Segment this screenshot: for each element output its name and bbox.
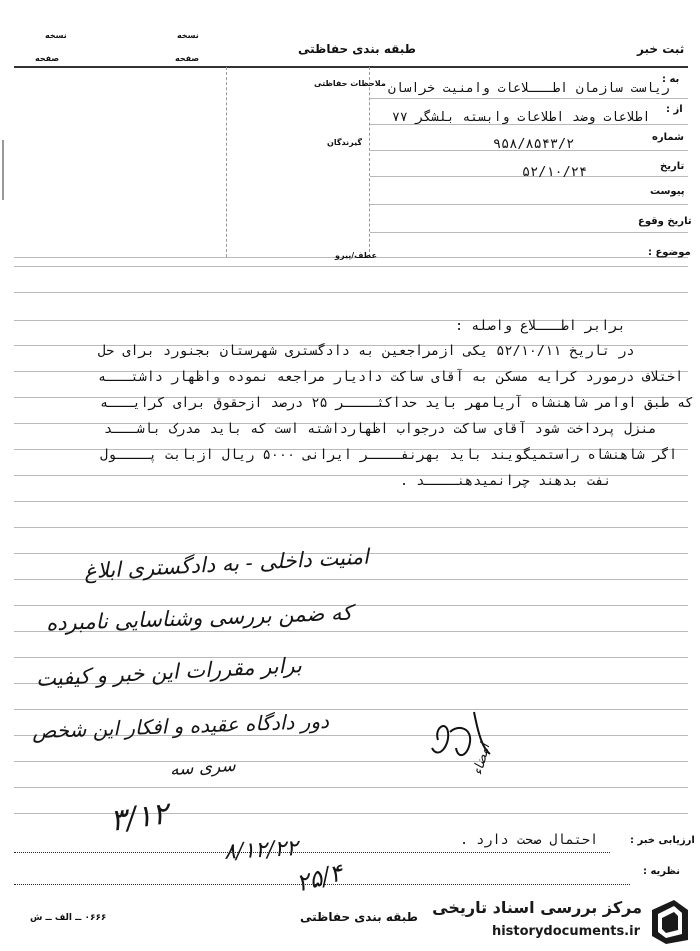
event-date-label: تاریخ وقوع bbox=[638, 216, 692, 227]
handwritten-initials: ۳/۱۲ bbox=[107, 796, 171, 839]
rule bbox=[14, 761, 688, 762]
left-page-label: صفحه bbox=[35, 54, 60, 63]
to-label: به : bbox=[662, 74, 680, 85]
mid-copy-label: نسخه bbox=[177, 31, 199, 40]
reference-label: عطف/پیرو bbox=[335, 251, 377, 260]
evaluation-value: احتمال صحت دارد . bbox=[460, 832, 599, 848]
header-divider bbox=[14, 66, 688, 68]
left-margin-mark bbox=[2, 140, 7, 200]
number-value: ۹۵۸/۸۵۴۳/۲ bbox=[493, 136, 575, 152]
fields-divider-right bbox=[369, 67, 370, 257]
from-label: از : bbox=[666, 104, 683, 115]
rule bbox=[14, 657, 688, 658]
body-line-6: اگر شاهنشاه راستمیگویند باید بهرنفــــر ایرانی ۵۰۰۰ ریال ازبابت پــــول bbox=[100, 447, 678, 463]
handwritten-line-3: برابر مقررات این خبر و کیفیت bbox=[35, 653, 303, 691]
handwritten-line-5: سری سه bbox=[169, 755, 237, 781]
body-line-5: منزل پرداخت شود آقای ساکت درجواب اظهارداشته است که باید مدرک باشـــد bbox=[104, 421, 657, 437]
archive-url: historydocuments.ir bbox=[491, 924, 640, 939]
from-value: اطلاعات وضد اطلاعات وابسته بلشگر ۷۷ bbox=[392, 110, 651, 125]
evaluation-dotted-line bbox=[14, 852, 610, 853]
evaluation-label: ارزیابی خبر : bbox=[630, 835, 695, 846]
footer-classification: طبقه بندی حفاظتی bbox=[300, 910, 418, 924]
archive-name: مرکز بررسی اسناد تاریخی bbox=[432, 898, 642, 917]
rule bbox=[14, 787, 688, 788]
rule bbox=[14, 266, 688, 267]
to-value: ریاست سازمان اطـــلاعات وامنیت خراسان bbox=[388, 81, 670, 96]
fields-line-6 bbox=[370, 232, 688, 233]
body-line-1: برابر اطـــلاع واصله : bbox=[455, 318, 626, 334]
date-value: ۵۲/۱۰/۲۴ bbox=[522, 164, 588, 180]
recipients-label: گیرندگان bbox=[327, 138, 363, 147]
rule bbox=[14, 709, 688, 710]
rule bbox=[14, 292, 688, 293]
number-label: شماره bbox=[652, 132, 684, 143]
body-line-4: که طبق اوامر شاهنشاه آریامهر باید حداکثــــر ۲۵ درصد ازحقوق برای کرایـــه bbox=[100, 395, 694, 411]
mid-page-label: صفحه bbox=[175, 54, 200, 63]
body-line-2: در تاریخ ۵۲/۱۰/۱۱ یکی ازمراجعین به دادگستری شهرستان بجنورد برای حل bbox=[98, 343, 635, 359]
archive-logo-icon bbox=[648, 896, 694, 946]
header-classification: طبقه بندی حفاظتی bbox=[298, 42, 416, 56]
left-copy-label: نسخه bbox=[45, 31, 67, 40]
opinion-label: نظریه : bbox=[643, 866, 681, 877]
handwritten-line-1: امنیت داخلی - به دادگستری ابلاغ bbox=[83, 544, 370, 584]
date-label: تاریخ bbox=[660, 161, 685, 172]
rule bbox=[14, 501, 688, 502]
handwritten-number-note: ۲۵/۴ bbox=[293, 858, 346, 898]
archive-watermark bbox=[414, 890, 700, 951]
rule bbox=[14, 527, 688, 528]
attachment-label: پیوست bbox=[650, 186, 685, 197]
signature: امضاء bbox=[470, 742, 494, 777]
handwritten-date-note: ۸/۱۲/۲۲ bbox=[223, 836, 299, 865]
security-notes-label: ملاحظات حفاظتی bbox=[314, 79, 386, 88]
fields-divider-left bbox=[226, 67, 227, 257]
form-code: ۰۶۶۶ ــ الف ــ ش bbox=[30, 913, 107, 923]
fields-line-1 bbox=[370, 98, 688, 99]
handwritten-line-2: که ضمن بررسی وشناسایی نامبرده bbox=[45, 600, 353, 636]
subject-label: موضوع : bbox=[648, 247, 691, 258]
fields-line-5 bbox=[370, 204, 688, 205]
handwritten-line-4: دور دادگاه عقیده و افکار این شخص bbox=[31, 708, 330, 744]
body-line-3: اختلاف درمورد کرایه مسکن به آقای ساکت دادیار مراجعه نموده واظهار داشتـــه bbox=[98, 369, 684, 385]
body-line-7: نفت بدهند چرانمیدهنــــد . bbox=[400, 473, 612, 489]
register-news-label: ثبت خبر bbox=[637, 42, 685, 56]
